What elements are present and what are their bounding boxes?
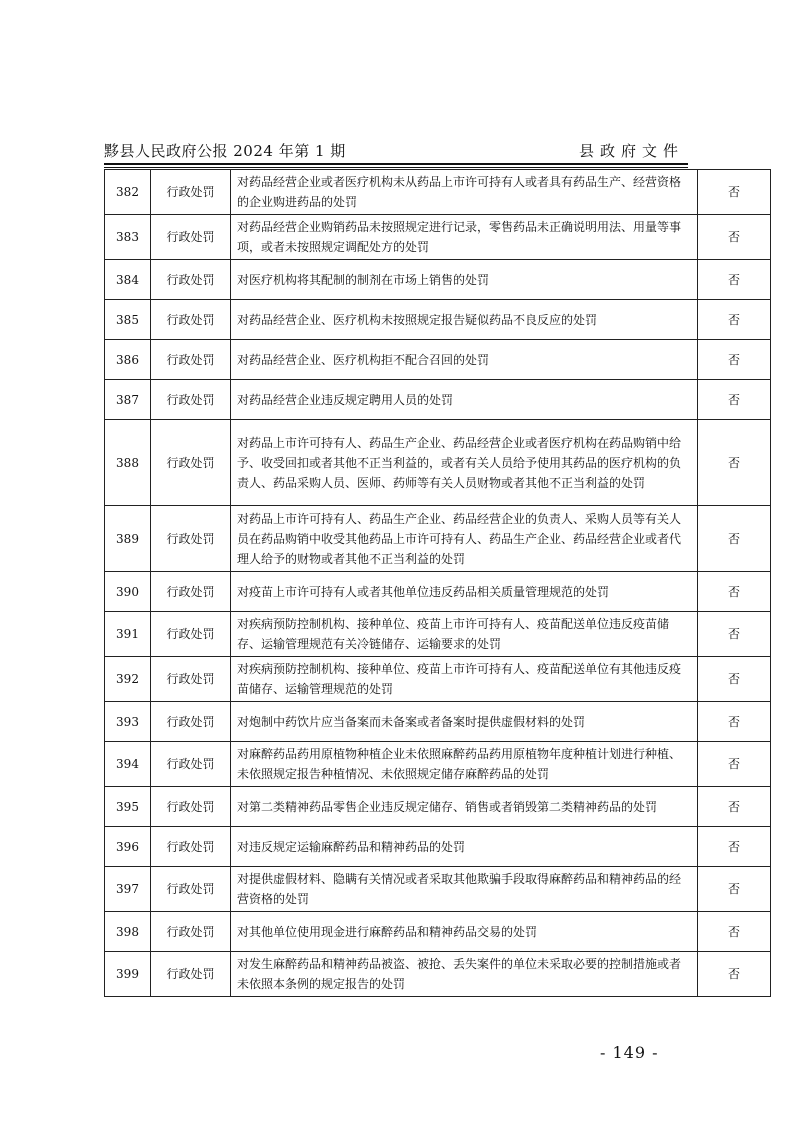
row-flag: 否 [698, 300, 771, 340]
row-item-name: 对第二类精神药品零售企业违反规定储存、销售或者销毁第二类精神药品的处罚 [231, 787, 698, 827]
row-number: 387 [105, 380, 151, 420]
row-flag: 否 [698, 912, 771, 952]
row-flag: 否 [698, 506, 771, 572]
section-title: 县政府文件 [578, 142, 684, 160]
bulletin-header [104, 140, 688, 162]
row-power-type: 行政处罚 [151, 742, 231, 787]
row-item-name: 对提供虚假材料、隐瞒有关情况或者采取其他欺骗手段取得麻醉药品和精神药品的经营资格的处罚 [231, 867, 698, 912]
row-power-type: 行政处罚 [151, 787, 231, 827]
row-number: 396 [105, 827, 151, 867]
row-power-type: 行政处罚 [151, 506, 231, 572]
table-row [105, 867, 771, 912]
row-number: 385 [105, 300, 151, 340]
row-item-name: 对药品经营企业、医疗机构拒不配合召回的处罚 [231, 340, 698, 380]
row-number: 386 [105, 340, 151, 380]
row-flag: 否 [698, 952, 771, 997]
row-item-name: 对疾病预防控制机构、接种单位、疫苗上市许可持有人、疫苗配送单位有其他违反疫苗储存、运输管理规范的处罚 [231, 657, 698, 702]
row-number: 384 [105, 260, 151, 300]
row-flag: 否 [698, 215, 771, 260]
row-power-type: 行政处罚 [151, 612, 231, 657]
table-row [105, 912, 771, 952]
header-rule-thick [104, 163, 688, 165]
table-row [105, 260, 771, 300]
row-item-name: 对药品经营企业违反规定聘用人员的处罚 [231, 380, 698, 420]
power-list-table [104, 169, 771, 997]
row-power-type: 行政处罚 [151, 912, 231, 952]
bulletin-title: 黟县人民政府公报 2024 年第 1 期 [104, 142, 346, 160]
row-flag: 否 [698, 170, 771, 215]
row-number: 392 [105, 657, 151, 702]
row-power-type: 行政处罚 [151, 215, 231, 260]
row-power-type: 行政处罚 [151, 260, 231, 300]
row-item-name: 对药品上市许可持有人、药品生产企业、药品经营企业的负责人、采购人员等有关人员在药品购销中收受其他药品上市许可持有人、药品生产企业、药品经营企业或者代理人给予的财物或者其他不正当利益的处罚 [231, 506, 698, 572]
row-number: 383 [105, 215, 151, 260]
row-item-name: 对炮制中药饮片应当备案而未备案或者备案时提供虚假材料的处罚 [231, 702, 698, 742]
table-row [105, 340, 771, 380]
row-number: 395 [105, 787, 151, 827]
row-number: 394 [105, 742, 151, 787]
row-number: 388 [105, 420, 151, 506]
row-power-type: 行政处罚 [151, 340, 231, 380]
row-power-type: 行政处罚 [151, 300, 231, 340]
table-row [105, 215, 771, 260]
table-row [105, 612, 771, 657]
row-flag: 否 [698, 380, 771, 420]
row-item-name: 对药品经营企业购销药品未按照规定进行记录，零售药品未正确说明用法、用量等事项，或者未按照规定调配处方的处罚 [231, 215, 698, 260]
row-item-name: 对违反规定运输麻醉药品和精神药品的处罚 [231, 827, 698, 867]
row-number: 391 [105, 612, 151, 657]
row-number: 389 [105, 506, 151, 572]
row-flag: 否 [698, 867, 771, 912]
row-number: 382 [105, 170, 151, 215]
row-power-type: 行政处罚 [151, 827, 231, 867]
page-number: - 149 - [600, 1043, 659, 1062]
row-number: 397 [105, 867, 151, 912]
row-item-name: 对药品经营企业或者医疗机构未从药品上市许可持有人或者具有药品生产、经营资格的企业购进药品的处罚 [231, 170, 698, 215]
table-row [105, 380, 771, 420]
row-number: 390 [105, 572, 151, 612]
table-row [105, 702, 771, 742]
row-number: 399 [105, 952, 151, 997]
row-item-name: 对药品经营企业、医疗机构未按照规定报告疑似药品不良反应的处罚 [231, 300, 698, 340]
row-item-name: 对发生麻醉药品和精神药品被盗、被抢、丢失案件的单位未采取必要的控制措施或者未依照本条例的规定报告的处罚 [231, 952, 698, 997]
table-row [105, 827, 771, 867]
row-power-type: 行政处罚 [151, 657, 231, 702]
row-flag: 否 [698, 572, 771, 612]
row-power-type: 行政处罚 [151, 170, 231, 215]
row-item-name: 对疫苗上市许可持有人或者其他单位违反药品相关质量管理规范的处罚 [231, 572, 698, 612]
row-flag: 否 [698, 702, 771, 742]
row-item-name: 对药品上市许可持有人、药品生产企业、药品经营企业或者医疗机构在药品购销中给予、收受回扣或者其他不正当利益的，或者有关人员给予使用其药品的医疗机构的负责人、药品采购人员、医师、药师等有关人员财物或者其他不正当利益的处罚 [231, 420, 698, 506]
table-row [105, 170, 771, 215]
row-power-type: 行政处罚 [151, 702, 231, 742]
table-row [105, 420, 771, 506]
table-body [105, 170, 771, 997]
row-flag: 否 [698, 260, 771, 300]
row-item-name: 对麻醉药品药用原植物种植企业未依照麻醉药品药用原植物年度种植计划进行种植、未依照规定报告种植情况、未依照规定储存麻醉药品的处罚 [231, 742, 698, 787]
row-power-type: 行政处罚 [151, 380, 231, 420]
table-row [105, 657, 771, 702]
table-row [105, 952, 771, 997]
row-item-name: 对疾病预防控制机构、接种单位、疫苗上市许可持有人、疫苗配送单位违反疫苗储存、运输管理规范有关冷链储存、运输要求的处罚 [231, 612, 698, 657]
row-flag: 否 [698, 340, 771, 380]
row-power-type: 行政处罚 [151, 572, 231, 612]
row-power-type: 行政处罚 [151, 420, 231, 506]
row-item-name: 对医疗机构将其配制的制剂在市场上销售的处罚 [231, 260, 698, 300]
row-flag: 否 [698, 612, 771, 657]
row-number: 393 [105, 702, 151, 742]
table-row [105, 742, 771, 787]
table-row [105, 572, 771, 612]
row-flag: 否 [698, 787, 771, 827]
row-item-name: 对其他单位使用现金进行麻醉药品和精神药品交易的处罚 [231, 912, 698, 952]
row-power-type: 行政处罚 [151, 867, 231, 912]
table-row [105, 787, 771, 827]
row-flag: 否 [698, 657, 771, 702]
row-flag: 否 [698, 742, 771, 787]
row-flag: 否 [698, 420, 771, 506]
row-power-type: 行政处罚 [151, 952, 231, 997]
table-row [105, 506, 771, 572]
row-flag: 否 [698, 827, 771, 867]
header-rule-thin [104, 167, 688, 168]
table-row [105, 300, 771, 340]
row-number: 398 [105, 912, 151, 952]
